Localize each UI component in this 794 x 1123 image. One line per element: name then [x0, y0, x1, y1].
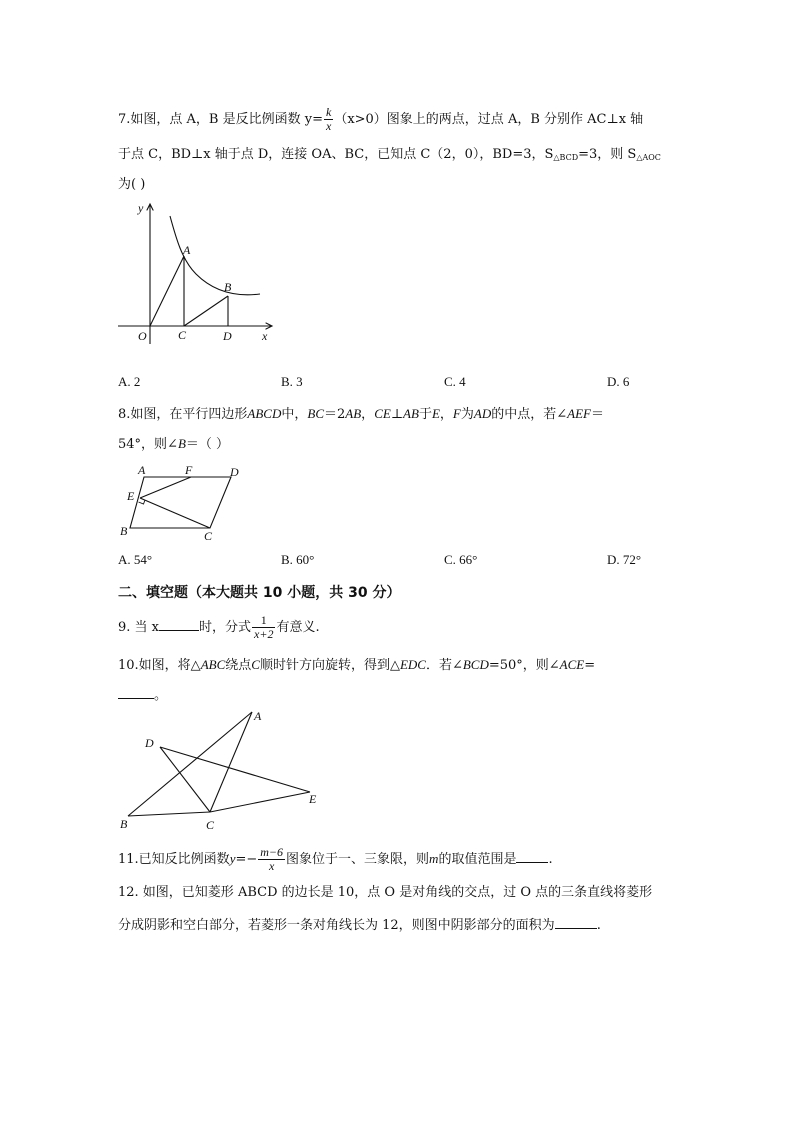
- q7-label-x: x: [262, 329, 268, 343]
- q8-line-1: 8.如图，在平行四边形ABCD中，BC＝2AB，CE⊥AB于E，F为AD的中点，若∠AEF＝: [118, 406, 604, 422]
- q12-line-2: 分成阴影和空白部分，若菱形一条对角线长为 12，则图中阴影部分的面积为 .: [118, 914, 601, 935]
- q7-line-3: 为( ): [118, 177, 146, 192]
- q8-option-b: B. 60°: [281, 552, 315, 567]
- q8-line-2: 54°，则∠B＝（ ）: [118, 436, 230, 452]
- q9-line: 9. 当 x 时，分式 $\frac{1}{x+2}$ 有意义.: [118, 613, 320, 641]
- q7-label-o: O: [138, 329, 147, 343]
- q7-segment-bc: [184, 296, 228, 326]
- q10-label-a: A: [254, 709, 262, 723]
- q7-text: （x>0）图象上的两点，过点 A，B 分别作 AC⊥x 轴: [334, 112, 644, 127]
- q11-answer-blank[interactable]: [516, 848, 548, 863]
- q7-label-b: B: [224, 280, 232, 294]
- q12-answer-blank[interactable]: [555, 914, 597, 929]
- q8-label-f: F: [185, 463, 193, 477]
- q8-label-b: B: [120, 524, 128, 538]
- section-2-heading: 二、填空题（本大题共 10 小题，共 30 分）: [118, 585, 401, 601]
- q10-segment-ba: [128, 712, 252, 816]
- q10-label-d: D: [145, 736, 154, 750]
- q8-label-d: D: [230, 465, 239, 479]
- q7-label-d: D: [223, 329, 232, 343]
- q7-option-c: C. 4: [444, 374, 466, 389]
- q10-segment-dc: [160, 747, 210, 812]
- q7-line-2: 于点 C，BD⊥x 轴于点 D，连接 OA、BC，已知点 C（2，0），BD=3，$S_{\triangle BCD}=3$，则 $S_{\triangle AOC}$: [118, 147, 661, 162]
- q7-segment-oa: [150, 256, 184, 326]
- q8-label-e: E: [127, 489, 135, 503]
- q8-option-a: A. 54°: [118, 552, 153, 567]
- q7-figure: [118, 198, 283, 346]
- q7-option-a: A. 2: [118, 374, 141, 389]
- q10-line-1: 10.如图，将△ABC绕点C顺时针方向旋转，得到△EDC．若∠BCD=50°，则∠ACE=: [118, 657, 596, 673]
- q7-fraction: $\frac{k}{x}$: [325, 105, 332, 133]
- q10-answer-blank[interactable]: [118, 684, 154, 699]
- q10-figure: [118, 704, 328, 832]
- q9-fraction: $\frac{1}{x+2}$: [254, 613, 274, 641]
- q7-label-a: A: [183, 243, 191, 257]
- q11-line: 11.已知反比例函数y=− $\frac{m-6}{x}$ 图象位于一、三象限，则m的取值范围是 .: [118, 845, 553, 873]
- q8-segment-ce: [140, 498, 210, 528]
- q8-label-c: C: [204, 529, 213, 543]
- q7-label-y: y: [138, 201, 144, 215]
- q7-text: 7.如图，点 A，B 是反比例函数 y=: [118, 112, 323, 127]
- q8-option-c: C. 66°: [444, 552, 478, 567]
- q10-label-c: C: [206, 818, 215, 832]
- q10-line-2: 。: [118, 684, 167, 705]
- q7-label-c: C: [178, 328, 187, 342]
- q10-label-e: E: [309, 792, 317, 806]
- q11-fraction: $\frac{m-6}{x}$: [260, 845, 284, 873]
- q8-label-a: A: [138, 463, 146, 477]
- q10-label-b: B: [120, 817, 128, 831]
- q10-segment-bc: [128, 812, 210, 816]
- q7-option-d: D. 6: [607, 374, 630, 389]
- q10-segment-ac: [210, 712, 252, 812]
- q8-right-angle-mark: [139, 500, 146, 504]
- q8-figure: [118, 460, 248, 544]
- q7-line-1: [118, 106, 643, 133]
- q7-option-b: B. 3: [281, 374, 303, 389]
- q12-line-1: 12. 如图，已知菱形 ABCD 的边长是 10，点 O 是对角线的交点，过 O 点的三条直线将菱形: [118, 885, 653, 900]
- q9-answer-blank[interactable]: [159, 616, 199, 631]
- q8-parallelogram-abcd: [130, 477, 231, 528]
- q8-segment-ef: [140, 477, 191, 498]
- q8-option-d: D. 72°: [607, 552, 642, 567]
- q10-segment-ce: [210, 792, 310, 812]
